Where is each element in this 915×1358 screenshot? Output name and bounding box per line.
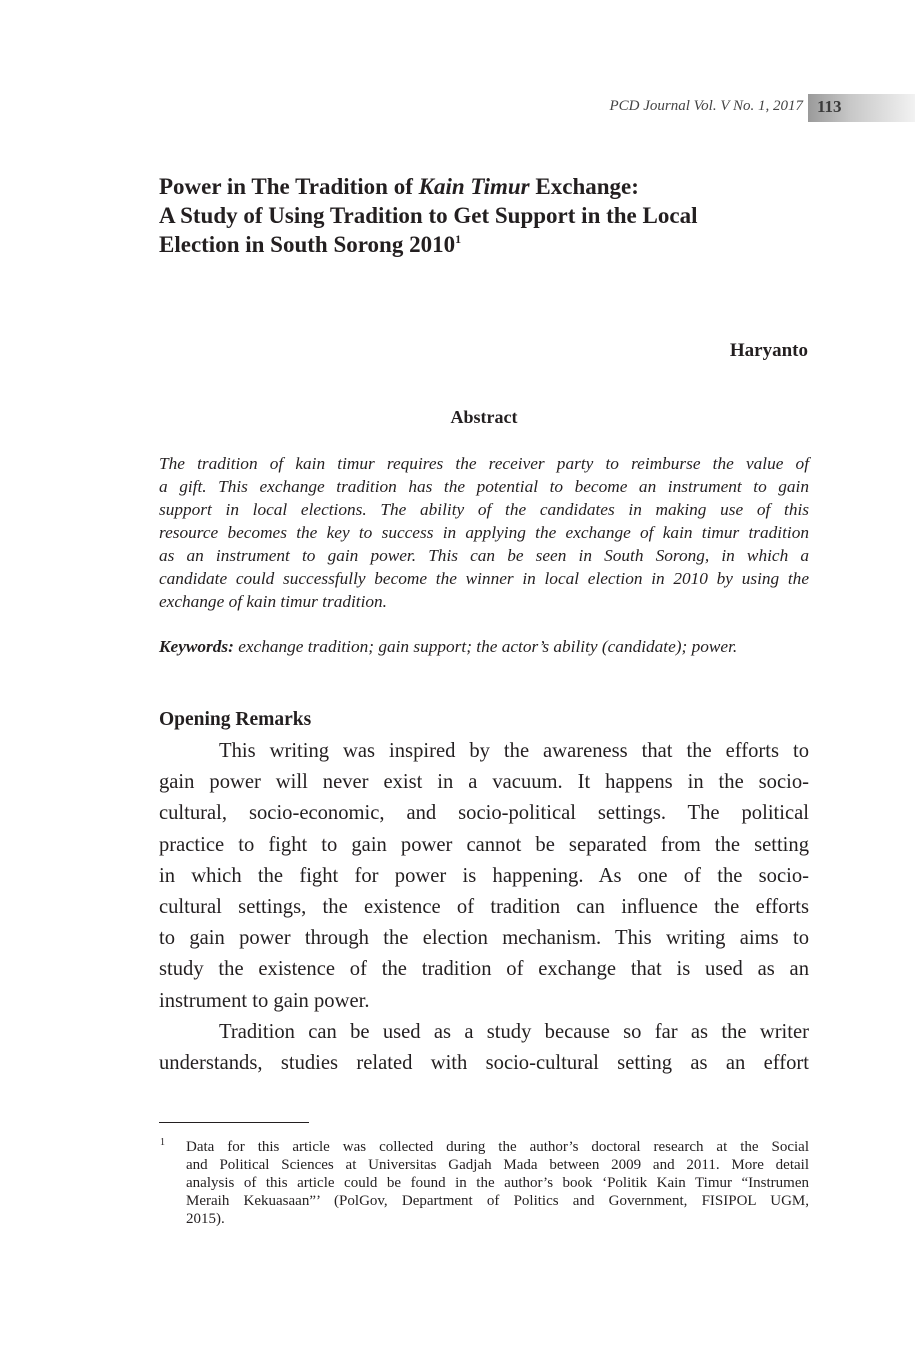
title-line-1-suffix: Exchange: <box>529 174 639 199</box>
body-line: practice to fight to gain power cannot be separated from the setting <box>159 833 809 856</box>
body-line: cultural, socio-economic, and socio-political settings. The political <box>159 802 809 825</box>
keywords-text: exchange tradition; gain support; the actor’s ability (candidate); power. <box>233 637 738 656</box>
footnote-line: and Political Sciences at Universitas Gadjah Mada between 2009 and 2011. More detail <box>186 1157 809 1173</box>
body-line: instrument to gain power. <box>159 989 370 1012</box>
abstract-line: a gift. This exchange tradition has the potential to become an instrument to gain <box>159 477 809 496</box>
body-line: This writing was inspired by the awareness that the efforts to <box>219 740 809 762</box>
body-line: cultural settings, the existence of tradition can influence the efforts <box>159 896 809 919</box>
article-title <box>159 172 819 259</box>
title-line-3 <box>159 230 819 259</box>
section-heading: Opening Remarks <box>159 709 312 730</box>
footnote-divider <box>159 1122 309 1123</box>
abstract-line: candidate could successfully become the winner in local election in 2010 by using the <box>159 569 809 588</box>
keywords-label: Keywords: <box>159 637 234 656</box>
footnote-line: Meraih Kekuasaan”’ (PolGov, Department of Politics and Government, FISIPOL UGM, <box>186 1193 809 1209</box>
page-number-tab <box>808 94 915 122</box>
footnote-text <box>186 1138 809 1228</box>
body-line: in which the fight for power is happening. As one of the socio- <box>159 864 809 887</box>
body-line: gain power will never exist in a vacuum. It happens in the socio- <box>159 771 809 794</box>
abstract-line: as an instrument to gain power. This can be seen in South Sorong, in which a <box>159 546 809 565</box>
keywords <box>159 635 809 658</box>
abstract-line: exchange of kain timur tradition. <box>159 592 387 611</box>
author-name: Haryanto <box>729 340 808 361</box>
title-line-1-prefix: Power in The Tradition of <box>159 174 419 199</box>
abstract-line: support in local elections. The ability of the candidates in making use of this <box>159 500 809 519</box>
body-line: study the existence of the tradition of exchange that is used as an <box>159 958 809 981</box>
running-header <box>0 94 915 122</box>
body-line: to gain power through the election mechanism. This writing aims to <box>159 927 809 950</box>
title-italic-term: Kain Timur <box>418 174 530 199</box>
abstract-body <box>159 452 809 613</box>
title-line-1 <box>159 172 819 201</box>
page-number: 113 <box>817 97 842 116</box>
title-footnote-ref[interactable]: 1 <box>455 232 462 246</box>
section-body <box>159 736 809 1079</box>
title-line-3-text: Election in South Sorong 2010 <box>159 232 456 257</box>
abstract-line: resource becomes the key to success in applying the exchange of kain timur tradition <box>159 523 809 542</box>
footnote-line: analysis of this article could be found in the author’s book ‘Politik Kain Timur “Instrumen <box>186 1175 809 1191</box>
journal-reference: PCD Journal Vol. V No. 1, 2017 <box>609 98 803 114</box>
footnote-marker: 1 <box>160 1137 165 1148</box>
abstract-heading: Abstract <box>450 407 518 427</box>
body-line: Tradition can be used as a study because so far as the writer <box>219 1020 809 1043</box>
body-line: understands, studies related with socio-cultural setting as an effort <box>159 1052 809 1075</box>
title-line-2: A Study of Using Tradition to Get Support in the Local <box>159 203 698 228</box>
footnote-line: Data for this article was collected during the author’s doctoral research at the Social <box>186 1139 809 1155</box>
footnote-line: 2015). <box>186 1211 225 1227</box>
abstract-line: The tradition of kain timur requires the receiver party to reimburse the value of <box>159 454 809 473</box>
